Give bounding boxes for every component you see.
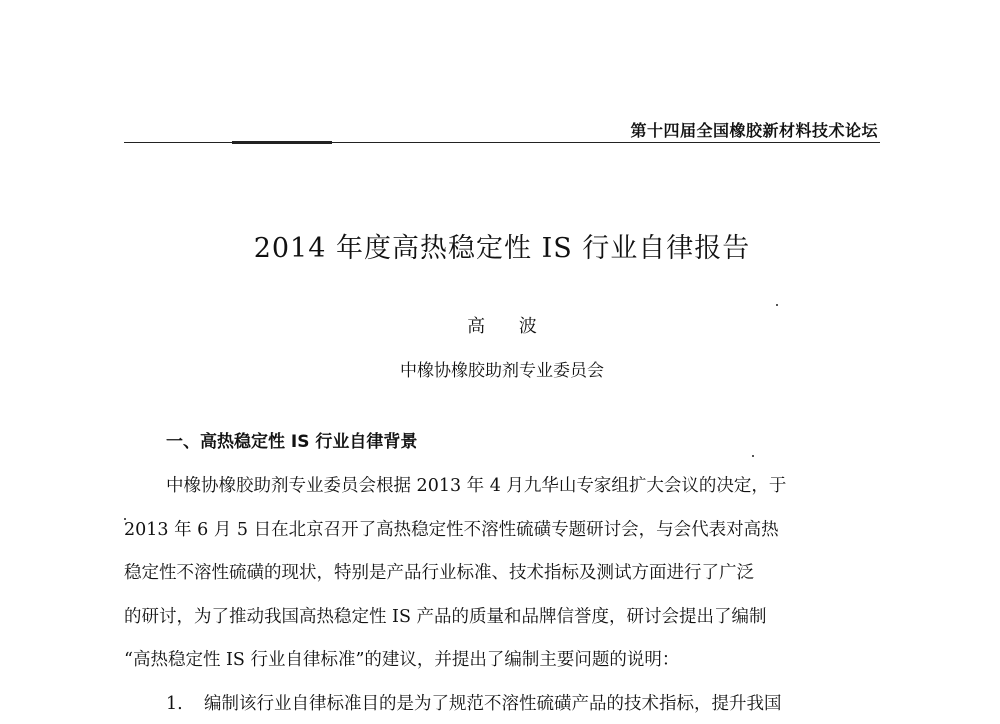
running-header: 第十四届全国橡胶新材料技术论坛 — [630, 121, 878, 140]
section-heading: 一、高热稳定性 IS 行业自律背景 — [166, 432, 418, 452]
list-item-text: 编制该行业自律标准目的是为了规范不溶性硫磺产品的技术指标，提升我国 — [204, 694, 782, 714]
paragraph-line: 的研讨，为了推动我国高热稳定性 IS 产品的质量和品牌信誉度，研讨会提出了编制 — [124, 607, 767, 627]
scan-speck — [776, 304, 778, 306]
paragraph-line: 中橡协橡胶助剂专业委员会根据 2013 年 4 月九华山专家组扩大会议的决定，于 — [166, 476, 787, 496]
author-affiliation: 中橡协橡胶助剂专业委员会 — [400, 361, 604, 381]
list-item-number: 1. — [166, 694, 183, 714]
paragraph-line: “高热稳定性 IS 行业自律标准”的建议，并提出了编制主要问题的说明： — [124, 650, 680, 670]
paragraph-line: 2013 年 6 月 5 日在北京召开了高热稳定性不溶性硫磺专题研讨会，与会代表对高热 — [124, 520, 779, 540]
scan-speck — [124, 518, 126, 520]
author-name: 高 波 — [467, 316, 551, 337]
header-rule-accent — [232, 141, 332, 144]
list-item — [166, 690, 880, 715]
scan-speck — [752, 455, 754, 457]
paragraph-line: 稳定性不溶性硫磺的现状，特别是产品行业标准、技术指标及测试方面进行了广泛 — [124, 563, 754, 583]
document-title: 2014 年度高热稳定性 IS 行业自律报告 — [253, 233, 751, 264]
